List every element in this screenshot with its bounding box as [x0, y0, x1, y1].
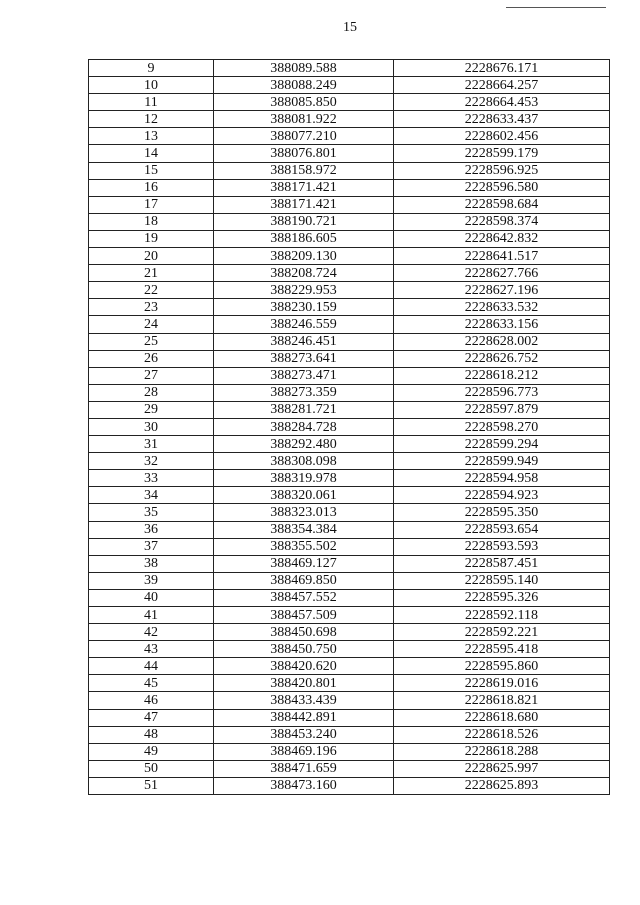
- table-row: [89, 77, 610, 94]
- point-number-cell: 39: [89, 572, 214, 589]
- y-coordinate-cell: 2228627.766: [394, 265, 610, 282]
- y-coordinate-cell: 2228618.212: [394, 367, 610, 384]
- point-number-cell: 22: [89, 282, 214, 299]
- x-coordinate-cell: 388469.850: [214, 572, 394, 589]
- table-row: [89, 453, 610, 470]
- point-number-cell: 35: [89, 504, 214, 521]
- coordinates-table: [88, 59, 610, 795]
- y-coordinate-cell: 2228664.453: [394, 94, 610, 111]
- y-coordinate-cell: 2228676.171: [394, 60, 610, 77]
- table-row: [89, 350, 610, 367]
- x-coordinate-cell: 388354.384: [214, 521, 394, 538]
- x-coordinate-cell: 388085.850: [214, 94, 394, 111]
- point-number-cell: 25: [89, 333, 214, 350]
- point-number-cell: 16: [89, 179, 214, 196]
- table-row: [89, 777, 610, 794]
- y-coordinate-cell: 2228595.418: [394, 641, 610, 658]
- x-coordinate-cell: 388171.421: [214, 196, 394, 213]
- y-coordinate-cell: 2228592.118: [394, 607, 610, 624]
- y-coordinate-cell: 2228641.517: [394, 248, 610, 265]
- point-number-cell: 48: [89, 726, 214, 743]
- x-coordinate-cell: 388186.605: [214, 230, 394, 247]
- table-row: [89, 487, 610, 504]
- x-coordinate-cell: 388077.210: [214, 128, 394, 145]
- point-number-cell: 9: [89, 60, 214, 77]
- table-row: [89, 333, 610, 350]
- point-number-cell: 28: [89, 384, 214, 401]
- y-coordinate-cell: 2228598.270: [394, 418, 610, 435]
- page-number: 15: [343, 20, 357, 35]
- x-coordinate-cell: 388469.127: [214, 555, 394, 572]
- table-row: [89, 572, 610, 589]
- y-coordinate-cell: 2228618.526: [394, 726, 610, 743]
- point-number-cell: 45: [89, 675, 214, 692]
- table-row: [89, 675, 610, 692]
- point-number-cell: 37: [89, 538, 214, 555]
- point-number-cell: 12: [89, 111, 214, 128]
- header-rule: [506, 7, 606, 8]
- point-number-cell: 42: [89, 624, 214, 641]
- y-coordinate-cell: 2228628.002: [394, 333, 610, 350]
- y-coordinate-cell: 2228599.294: [394, 436, 610, 453]
- y-coordinate-cell: 2228594.958: [394, 470, 610, 487]
- y-coordinate-cell: 2228599.179: [394, 145, 610, 162]
- table-row: [89, 726, 610, 743]
- table-row: [89, 128, 610, 145]
- x-coordinate-cell: 388442.891: [214, 709, 394, 726]
- point-number-cell: 31: [89, 436, 214, 453]
- x-coordinate-cell: 388246.559: [214, 316, 394, 333]
- table-row: [89, 743, 610, 760]
- point-number-cell: 43: [89, 641, 214, 658]
- y-coordinate-cell: 2228594.923: [394, 487, 610, 504]
- y-coordinate-cell: 2228633.532: [394, 299, 610, 316]
- point-number-cell: 26: [89, 350, 214, 367]
- x-coordinate-cell: 388473.160: [214, 777, 394, 794]
- point-number-cell: 11: [89, 94, 214, 111]
- table-row: [89, 555, 610, 572]
- point-number-cell: 40: [89, 589, 214, 606]
- point-number-cell: 32: [89, 453, 214, 470]
- y-coordinate-cell: 2228596.773: [394, 384, 610, 401]
- x-coordinate-cell: 388420.801: [214, 675, 394, 692]
- table-row: [89, 709, 610, 726]
- y-coordinate-cell: 2228633.437: [394, 111, 610, 128]
- y-coordinate-cell: 2228642.832: [394, 230, 610, 247]
- table-row: [89, 538, 610, 555]
- table-row: [89, 384, 610, 401]
- point-number-cell: 47: [89, 709, 214, 726]
- x-coordinate-cell: 388284.728: [214, 418, 394, 435]
- point-number-cell: 46: [89, 692, 214, 709]
- point-number-cell: 10: [89, 77, 214, 94]
- y-coordinate-cell: 2228618.288: [394, 743, 610, 760]
- table-row: [89, 196, 610, 213]
- table-row: [89, 658, 610, 675]
- point-number-cell: 29: [89, 401, 214, 418]
- table-row: [89, 282, 610, 299]
- table-row: [89, 401, 610, 418]
- x-coordinate-cell: 388323.013: [214, 504, 394, 521]
- x-coordinate-cell: 388246.451: [214, 333, 394, 350]
- y-coordinate-cell: 2228595.350: [394, 504, 610, 521]
- y-coordinate-cell: 2228633.156: [394, 316, 610, 333]
- y-coordinate-cell: 2228625.997: [394, 760, 610, 777]
- y-coordinate-cell: 2228595.326: [394, 589, 610, 606]
- y-coordinate-cell: 2228596.580: [394, 179, 610, 196]
- y-coordinate-cell: 2228598.684: [394, 196, 610, 213]
- y-coordinate-cell: 2228593.654: [394, 521, 610, 538]
- y-coordinate-cell: 2228618.821: [394, 692, 610, 709]
- x-coordinate-cell: 388209.130: [214, 248, 394, 265]
- point-number-cell: 15: [89, 162, 214, 179]
- point-number-cell: 20: [89, 248, 214, 265]
- table-row: [89, 641, 610, 658]
- point-number-cell: 21: [89, 265, 214, 282]
- point-number-cell: 41: [89, 607, 214, 624]
- x-coordinate-cell: 388319.978: [214, 470, 394, 487]
- table-row: [89, 760, 610, 777]
- point-number-cell: 17: [89, 196, 214, 213]
- x-coordinate-cell: 388230.159: [214, 299, 394, 316]
- x-coordinate-cell: 388355.502: [214, 538, 394, 555]
- point-number-cell: 18: [89, 213, 214, 230]
- y-coordinate-cell: 2228595.140: [394, 572, 610, 589]
- x-coordinate-cell: 388457.509: [214, 607, 394, 624]
- x-coordinate-cell: 388450.698: [214, 624, 394, 641]
- point-number-cell: 33: [89, 470, 214, 487]
- point-number-cell: 50: [89, 760, 214, 777]
- table-row: [89, 367, 610, 384]
- table-row: [89, 145, 610, 162]
- table-row: [89, 470, 610, 487]
- x-coordinate-cell: 388081.922: [214, 111, 394, 128]
- x-coordinate-cell: 388308.098: [214, 453, 394, 470]
- point-number-cell: 51: [89, 777, 214, 794]
- point-number-cell: 27: [89, 367, 214, 384]
- point-number-cell: 13: [89, 128, 214, 145]
- y-coordinate-cell: 2228598.374: [394, 213, 610, 230]
- y-coordinate-cell: 2228664.257: [394, 77, 610, 94]
- x-coordinate-cell: 388190.721: [214, 213, 394, 230]
- point-number-cell: 44: [89, 658, 214, 675]
- point-number-cell: 23: [89, 299, 214, 316]
- point-number-cell: 19: [89, 230, 214, 247]
- y-coordinate-cell: 2228593.593: [394, 538, 610, 555]
- x-coordinate-cell: 388273.471: [214, 367, 394, 384]
- table-row: [89, 111, 610, 128]
- table-row: [89, 589, 610, 606]
- table-row: [89, 521, 610, 538]
- table-row: [89, 162, 610, 179]
- x-coordinate-cell: 388273.359: [214, 384, 394, 401]
- table-row: [89, 504, 610, 521]
- table-row: [89, 436, 610, 453]
- table-row: [89, 607, 610, 624]
- table-row: [89, 230, 610, 247]
- table-row: [89, 265, 610, 282]
- table-row: [89, 248, 610, 265]
- table-row: [89, 299, 610, 316]
- point-number-cell: 49: [89, 743, 214, 760]
- point-number-cell: 34: [89, 487, 214, 504]
- y-coordinate-cell: 2228626.752: [394, 350, 610, 367]
- y-coordinate-cell: 2228599.949: [394, 453, 610, 470]
- point-number-cell: 24: [89, 316, 214, 333]
- table-row: [89, 179, 610, 196]
- point-number-cell: 14: [89, 145, 214, 162]
- x-coordinate-cell: 388450.750: [214, 641, 394, 658]
- y-coordinate-cell: 2228595.860: [394, 658, 610, 675]
- y-coordinate-cell: 2228619.016: [394, 675, 610, 692]
- table-row: [89, 624, 610, 641]
- x-coordinate-cell: 388229.953: [214, 282, 394, 299]
- x-coordinate-cell: 388457.552: [214, 589, 394, 606]
- x-coordinate-cell: 388420.620: [214, 658, 394, 675]
- x-coordinate-cell: 388158.972: [214, 162, 394, 179]
- y-coordinate-cell: 2228596.925: [394, 162, 610, 179]
- table-row: [89, 94, 610, 111]
- x-coordinate-cell: 388089.588: [214, 60, 394, 77]
- x-coordinate-cell: 388453.240: [214, 726, 394, 743]
- point-number-cell: 38: [89, 555, 214, 572]
- table-row: [89, 418, 610, 435]
- y-coordinate-cell: 2228587.451: [394, 555, 610, 572]
- x-coordinate-cell: 388281.721: [214, 401, 394, 418]
- table-row: [89, 213, 610, 230]
- point-number-cell: 36: [89, 521, 214, 538]
- y-coordinate-cell: 2228625.893: [394, 777, 610, 794]
- point-number-cell: 30: [89, 418, 214, 435]
- y-coordinate-cell: 2228602.456: [394, 128, 610, 145]
- x-coordinate-cell: 388292.480: [214, 436, 394, 453]
- x-coordinate-cell: 388076.801: [214, 145, 394, 162]
- coordinates-table-body: [89, 60, 610, 795]
- y-coordinate-cell: 2228597.879: [394, 401, 610, 418]
- x-coordinate-cell: 388471.659: [214, 760, 394, 777]
- x-coordinate-cell: 388088.249: [214, 77, 394, 94]
- table-row: [89, 60, 610, 77]
- table-row: [89, 692, 610, 709]
- x-coordinate-cell: 388208.724: [214, 265, 394, 282]
- x-coordinate-cell: 388273.641: [214, 350, 394, 367]
- y-coordinate-cell: 2228627.196: [394, 282, 610, 299]
- x-coordinate-cell: 388320.061: [214, 487, 394, 504]
- y-coordinate-cell: 2228618.680: [394, 709, 610, 726]
- y-coordinate-cell: 2228592.221: [394, 624, 610, 641]
- x-coordinate-cell: 388433.439: [214, 692, 394, 709]
- x-coordinate-cell: 388171.421: [214, 179, 394, 196]
- x-coordinate-cell: 388469.196: [214, 743, 394, 760]
- table-row: [89, 316, 610, 333]
